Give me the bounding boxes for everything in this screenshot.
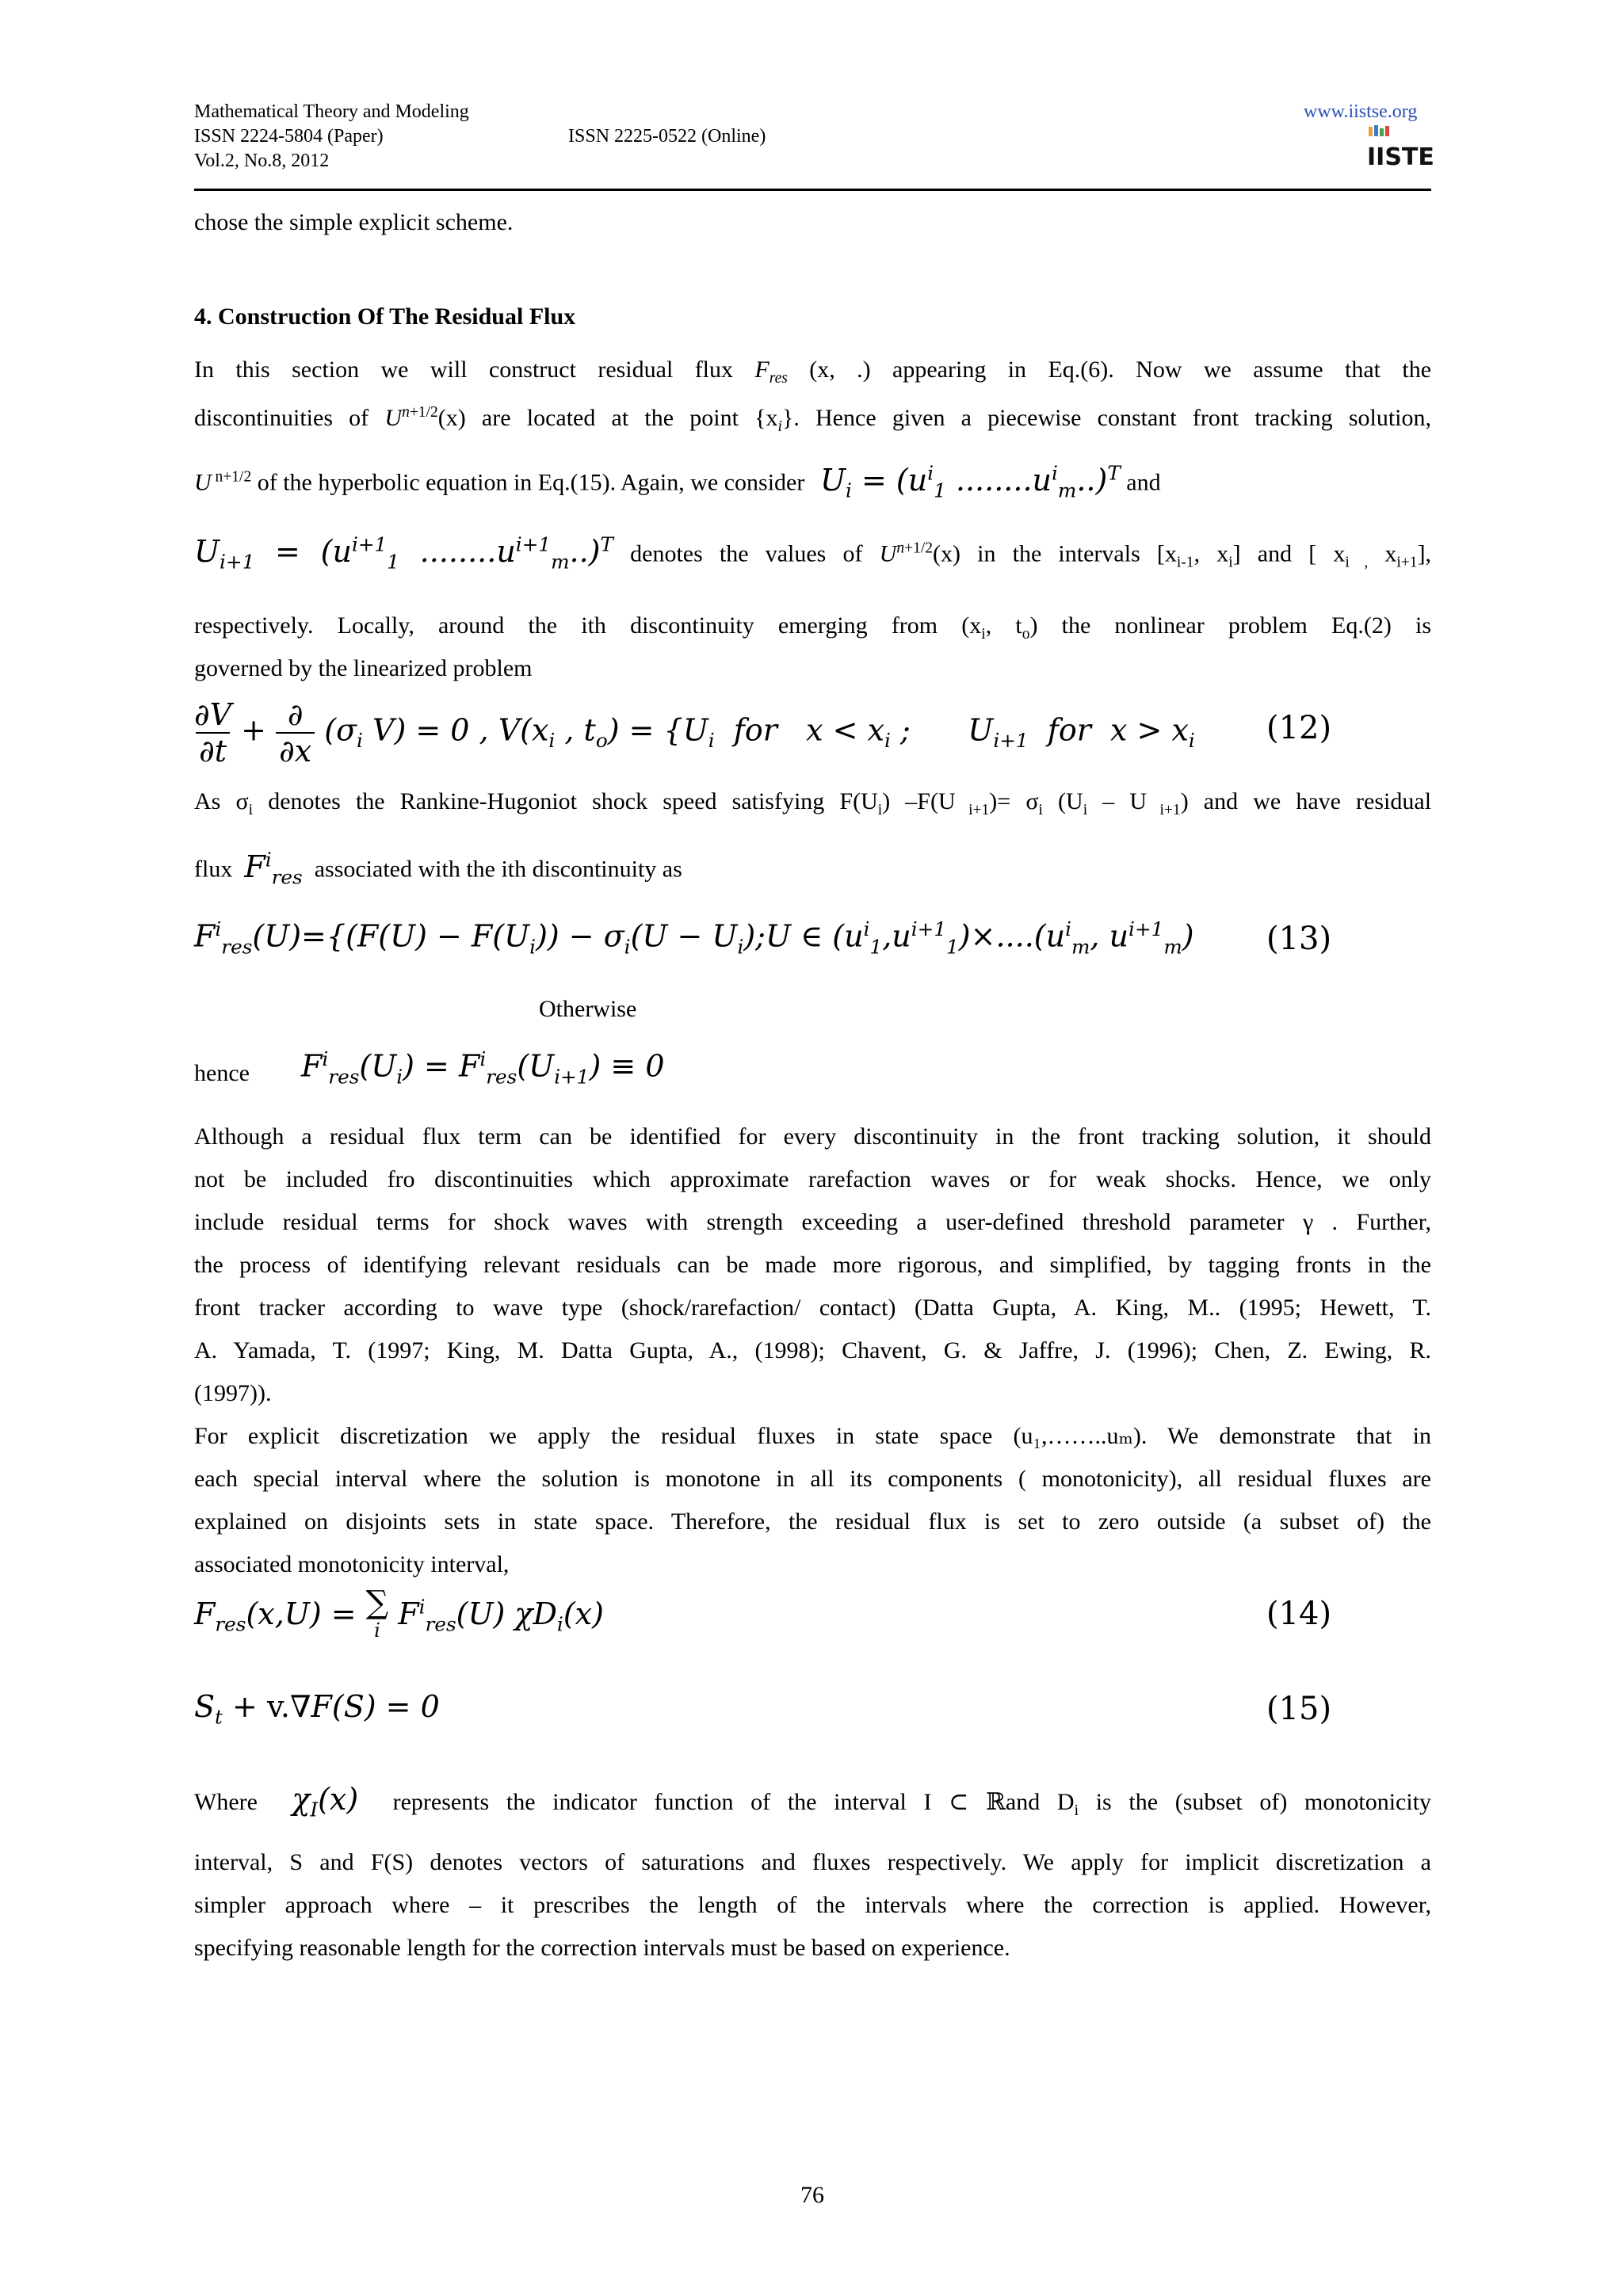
intro-line: chose the simple explicit scheme.	[194, 209, 514, 235]
para4-line: each special interval where the solution is monotone in all its components ( monotonicity), all residual fluxes are	[194, 1466, 1431, 1492]
header-divider	[194, 189, 1431, 191]
equation-13: $F^i_{res}(U)=\{(F(U) - F(U_i)) - \sigma_i(U$ − $U_i);U$ ∈ $(u^i_1,u^{i+1}_1)\times....(u^i_m$, $u^{i+1}_m$)	[194, 917, 1194, 959]
equation-15-number: (15)	[1266, 1691, 1332, 1727]
para4-line: associated monotonicity interval,	[194, 1551, 510, 1577]
para3-line: not be included fro discontinuities which approximate rarefaction waves or for weak shocks. Hence, we only	[194, 1166, 1431, 1192]
para4-line: For explicit discretization we apply the residual fluxes in state space (u₁,……..uₘ). We demonstrate that in	[194, 1423, 1431, 1449]
para4-line: explained on disjoints sets in state space. Therefore, the residual flux is set to zero outside (a subset of) the	[194, 1508, 1431, 1535]
iiste-logo-icon	[1365, 124, 1434, 171]
otherwise-label: Otherwise	[539, 996, 637, 1022]
para1-line3: U $^{n+1/2}$ of the hyperbolic equation in Eq.(15). Again, we consider $U_i = (u^i_1$ $........u^i_m..)^T$ and	[194, 461, 1161, 502]
equation-hence: $F^i_{res}(U_i) = F^i_{res}(U_{i+1}) \equiv 0$	[301, 1047, 665, 1089]
para5-line1: Where $\chi_I(x)$ represents the indicator function of the interval I ⊂ ℝand $D_i$ is the (subset of) monotonicity	[194, 1782, 1432, 1821]
svg-text:IISTE: IISTE	[1367, 143, 1434, 171]
para1-line1: In this section we will construct residual flux $F_{res}$ (x, .) appearing in Eq.(6). Now we assume that the	[194, 357, 1432, 387]
journal-volume: Vol.2, No.8, 2012	[194, 151, 330, 171]
para5-line3: simpler approach where – it prescribes the length of the intervals where the correction is applied. However,	[194, 1892, 1431, 1918]
para3-line: A. Yamada, T. (1997; King, M. Datta Gupta, A., (1998); Chavent, G. & Jaffre, J. (1996); Chen, Z. Ewing, R.	[194, 1337, 1431, 1363]
para3-line: include residual terms for shock waves with strength exceeding a user-defined threshold parameter γ . Further,	[194, 1209, 1431, 1235]
para1-line5: respectively. Locally, around the ith discontinuity emerging from ($x_i$, $t_o$) the nonlinear problem Eq.(2) is	[194, 612, 1431, 643]
journal-header	[194, 100, 766, 174]
para2-line1: As $\sigma_i$ denotes the Rankine-Hugoniot shock speed satisfying $F(U_i)$ –F(U $_{i+1})= \sigma_i$ ($U_i$ – U $_{i+1}$) and we have residual	[194, 788, 1432, 818]
equation-13-number: (13)	[1266, 921, 1332, 957]
equation-12: ∂V ∂t + ∂ ∂x ($\sigma_i$ V) = 0 , $V(x_i$ , $t_o) = \{U_i$ for $x < x_i$ ; $U_{i+1}$ for $x > x_i$	[194, 697, 1195, 769]
para1-line2: discontinuities of $U^{n+1/2}(x)$ are located at the point $\{x_i\}$. Hence given a piecewise constant front tracking solution,	[194, 404, 1432, 435]
para5-line2: interval, S and F(S) denotes vectors of saturations and fluxes respectively. We apply for implicit discretization a	[194, 1849, 1431, 1875]
page-number: 76	[800, 2182, 824, 2208]
para3-line: (1997)).	[194, 1380, 272, 1406]
equation-12-number: (12)	[1266, 710, 1332, 746]
equation-14-number: (14)	[1266, 1596, 1332, 1632]
journal-url-link[interactable]: www.iistse.org	[1304, 101, 1418, 122]
hence-label: hence	[194, 1060, 250, 1086]
para1-line4: $U_{i+1} = (u^{i+1}_1$ $........u^{i+1}_m..)^T$ denotes the values of $U^{n+1/2}(x)$ in the intervals [$x_{i-1}$, $x_i$] and [ $x_{i ,}$ $x_{i+1}$],	[194, 532, 1432, 574]
para3-line: the process of identifying relevant residuals can be made more rigorous, and simplified, by tagging fronts in the	[194, 1252, 1431, 1278]
equation-15: $S_t + v.\nabla F(S) = 0$	[194, 1689, 440, 1729]
para5-line4: specifying reasonable length for the correction intervals must be based on experience.	[194, 1935, 1010, 1961]
section-title: 4. Construction Of The Residual Flux	[194, 303, 576, 330]
para1-line6: governed by the linearized problem	[194, 655, 533, 681]
para2-line2: flux $F^i_{res}$ associated with the ith discontinuity as	[194, 848, 682, 889]
issn-online: ISSN 2225-0522 (Online)	[568, 126, 766, 147]
para3-line: front tracker according to wave type (shock/rarefaction/ contact) (Datta Gupta, A. King, M.. (1995; Hewett, T.	[194, 1295, 1431, 1321]
equation-14: $F_{res}(x,U)$ = ∑ i $F^i_{res}(U)$ $\chi D_i(x)$	[194, 1585, 604, 1642]
issn-paper: ISSN 2224-5804 (Paper)	[194, 126, 384, 147]
para3-line: Although a residual flux term can be identified for every discontinuity in the front tracking solution, it should	[194, 1123, 1431, 1150]
journal-name: Mathematical Theory and Modeling	[194, 101, 469, 122]
